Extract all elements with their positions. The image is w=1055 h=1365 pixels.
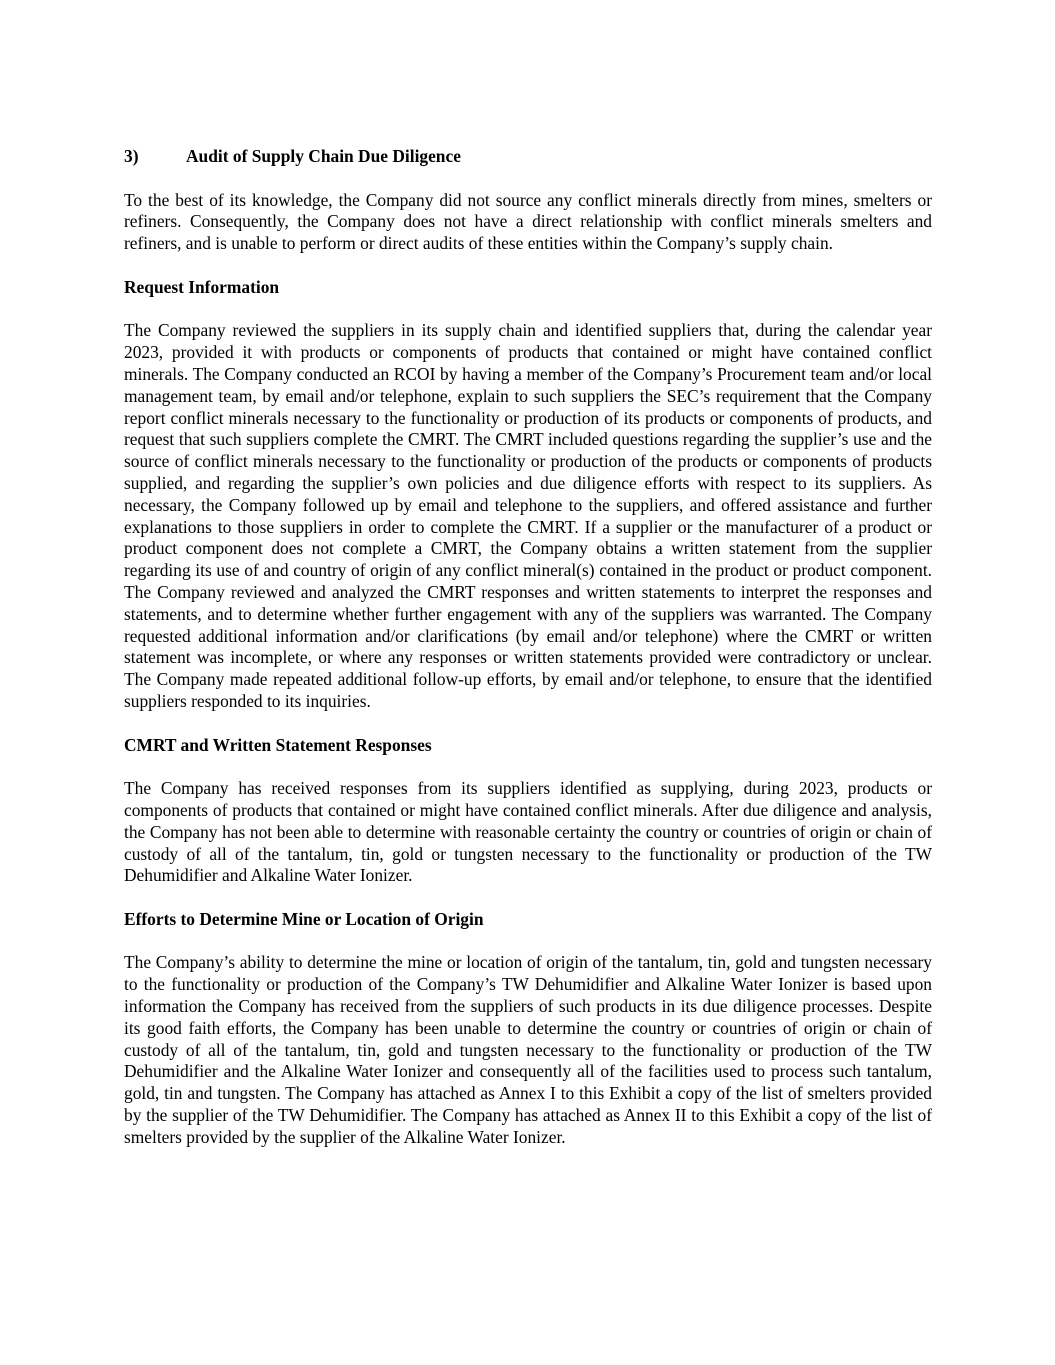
request-information-paragraph: The Company reviewed the suppliers in its supply chain and identified suppliers that, during the calendar year 2023, provided it with products or components of products that contained or might have contained conflict minerals. The Company conducted an RCOI by having a member of the Company’s Procurement team and/or local management team, by email and/or telephone, explain to such suppliers the SEC’s requirement that the Company report conflict minerals necessary to the functionality or production of its products or components of products, and request that such suppliers complete the CMRT. The CMRT included questions regarding the supplier’s use and the source of conflict minerals necessary to the functionality or production of the products or components of products supplied, and regarding the supplier’s own policies and due diligence efforts with respect to its suppliers. As necessary, the Company followed up by email and telephone to the suppliers, and offered assistance and further explanations to those suppliers in order to complete the CMRT. If a supplier or the manufacturer of a product or product component does not complete a CMRT, the Company obtains a written statement from the supplier regarding its use of and country of origin of any conflict mineral(s) contained in the product or product component. The Company reviewed and analyzed the CMRT responses and written statements to interpret the responses and statements, and to determine whether further engagement with any of the suppliers was warranted. The Company requested additional information and/or clarifications (by email and/or telephone) where the CMRT or written statement was incomplete, or where any responses or written statements provided were contradictory or unclear. The Company made repeated additional follow-up efforts, by email and/or telephone, to ensure that the identified suppliers responded to its inquiries. bbox=[124, 320, 932, 711]
efforts-origin-paragraph: The Company’s ability to determine the mine or location of origin of the tantalum, tin, gold and tungsten necessary to the functionality or production of the Company’s TW Dehumidifier and Alkaline Water Ionizer is based upon information the Company has received from the suppliers of such products in its due diligence processes. Despite its good faith efforts, the Company has been unable to determine the country or countries of origin or chain of custody of all of the tantalum, tin, gold and tungsten necessary to the functionality or production of the TW Dehumidifier and the Alkaline Water Ionizer and consequently all of the facilities used to process such tantalum, gold, tin and tungsten. The Company has attached as Annex I to this Exhibit a copy of the list of smelters provided by the supplier of the TW Dehumidifier. The Company has attached as Annex II to this Exhibit a copy of the list of smelters provided by the supplier of the Alkaline Water Ionizer. bbox=[124, 952, 932, 1147]
request-information-heading: Request Information bbox=[124, 276, 280, 297]
document-page bbox=[124, 146, 932, 1170]
intro-paragraph: To the best of its knowledge, the Company did not source any conflict minerals directly from mines, smelters or refiners. Consequently, the Company does not have a direct relationship with conflict minerals smelters and refiners, and is unable to perform or direct audits of these entities within the Company’s supply chain. bbox=[124, 189, 932, 254]
cmrt-responses-heading: CMRT and Written Statement Responses bbox=[124, 734, 432, 755]
cmrt-responses-paragraph: The Company has received responses from its suppliers identified as supplying, during 2023, products or components of products that contained or might have contained conflict minerals. After due diligence and analysis, the Company has not been able to determine with reasonable certainty the country or countries of origin or chain of custody of all of the tantalum, tin, gold or tungsten necessary to the functionality or production of the TW Dehumidifier and Alkaline Water Ionizer. bbox=[124, 778, 932, 886]
section-heading bbox=[124, 146, 932, 168]
efforts-origin-heading: Efforts to Determine Mine or Location of Origin bbox=[124, 908, 484, 929]
section-title: Audit of Supply Chain Due Diligence bbox=[186, 146, 461, 166]
section-number: 3) bbox=[124, 146, 139, 166]
